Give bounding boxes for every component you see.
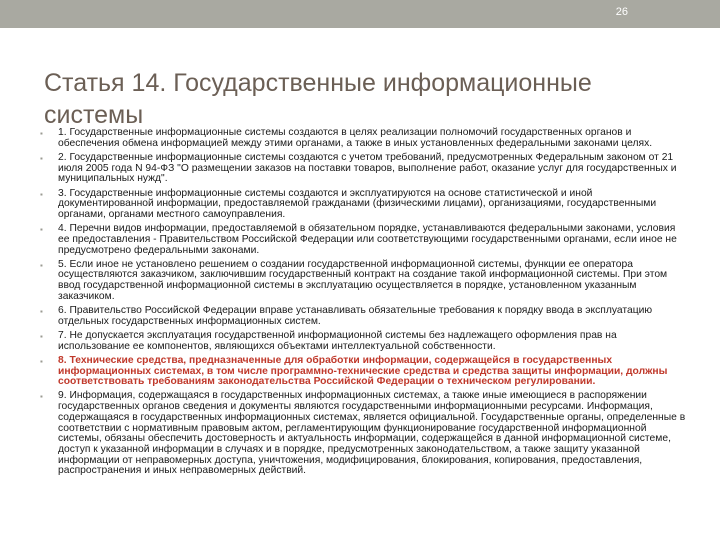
article-items-list (40, 128, 688, 481)
list-item (40, 153, 688, 185)
header-bar (0, 0, 720, 28)
list-item (40, 306, 688, 327)
list-item (40, 189, 688, 221)
item-text: 9. Информация, содержащаяся в государственных информационных системах, а также иные имеющиеся в распоряжении государственных органов сведения и документы являются государственными информационными ресурсами. Информация, содержащаяся в государственных информационных системах, является официальной. Государственные органы, определенные в соответствии с нормативным правовым актом, регламентирующим функционирование государственной информационной системы, обязаны обеспечить достоверность и актуальность информации, содержащейся в данной информационной системе, доступ к указанной информации в случаях и в порядке, предусмотренных законодательством, а также защиту указанной информации от неправомерных доступа, уничтожения, модифицирования, блокирования, копирования, предоставления, распространения и иных неправомерных действий. (58, 390, 686, 477)
item-text: 7. Не допускается эксплуатация государственной информационной системы без надлежащего оформления прав на использование ее компонентов, являющихся объектами интеллектуальной собственности. (58, 329, 617, 352)
item-text: 6. Правительство Российской Федерации вправе устанавливать обязательные требования к порядку ввода в эксплуатацию отдельных государственных информационных систем. (58, 305, 653, 327)
bullet-icon: ▪ (40, 260, 43, 270)
list-item (40, 356, 688, 388)
bullet-icon: ▪ (40, 153, 43, 163)
bullet-icon: ▪ (40, 189, 43, 199)
bullet-icon: ▪ (40, 331, 43, 341)
item-text: 8. Технические средства, предназначенные для обработки информации, содержащейся в государственных информационных системах, в том числе программно-технические средства и средства защиты информации, должны соответствовать требованиям законодательства Российской Федерации о техническом регулировании. (58, 354, 668, 388)
bullet-icon: ▪ (40, 129, 43, 138)
list-item (40, 391, 688, 477)
bullet-icon: ▪ (40, 307, 43, 317)
list-item (40, 128, 688, 149)
item-text: 3. Государственные информационные системы создаются и эксплуатируются на основе статистической и иной документированной информации, предоставляемой гражданами (физическими лицами), организациями, государственными органами, органами местного самоуправления. (58, 187, 657, 220)
slide-title: Статья 14. Государственные информационные системы (44, 68, 592, 129)
item-text: 2. Государственные информационные системы создаются с учетом требований, предусмотренных Федеральным законом от 21 июля 2005 года N 94-ФЗ "О размещении заказов на поставки товаров, выполнение работ, оказание услуг для государственных и муниципальных нужд". (58, 151, 677, 185)
bullet-icon: ▪ (40, 392, 43, 402)
slide-number: 26 (615, 6, 628, 18)
item-text: 1. Государственные информационные системы создаются в целях реализации полномочий государственных органов и обеспечения обмена информацией между этими органами, а также в иных установленных федеральными законами целях. (58, 127, 653, 149)
bullet-icon: ▪ (40, 225, 43, 235)
list-item (40, 260, 688, 303)
bullet-icon: ▪ (40, 356, 43, 366)
item-text: 4. Перечни видов информации, предоставляемой в обязательном порядке, устанавливаются федеральными законами, условия ее предоставления - Правительством Российской Федерации или соответствующими государственными органами, если иное не предусмотрено федеральными законами. (58, 223, 677, 256)
list-item (40, 331, 688, 352)
list-item (40, 224, 688, 256)
item-text: 5. Если иное не установлено решением о создании государственной информационной системы, функции ее оператора осуществляются заказчиком, заключившим государственный контракт на создание такой информационной системы. При этом ввод государственной информационной системы в эксплуатацию осуществляется в порядке, установленном указанным заказчиком. (58, 258, 668, 302)
